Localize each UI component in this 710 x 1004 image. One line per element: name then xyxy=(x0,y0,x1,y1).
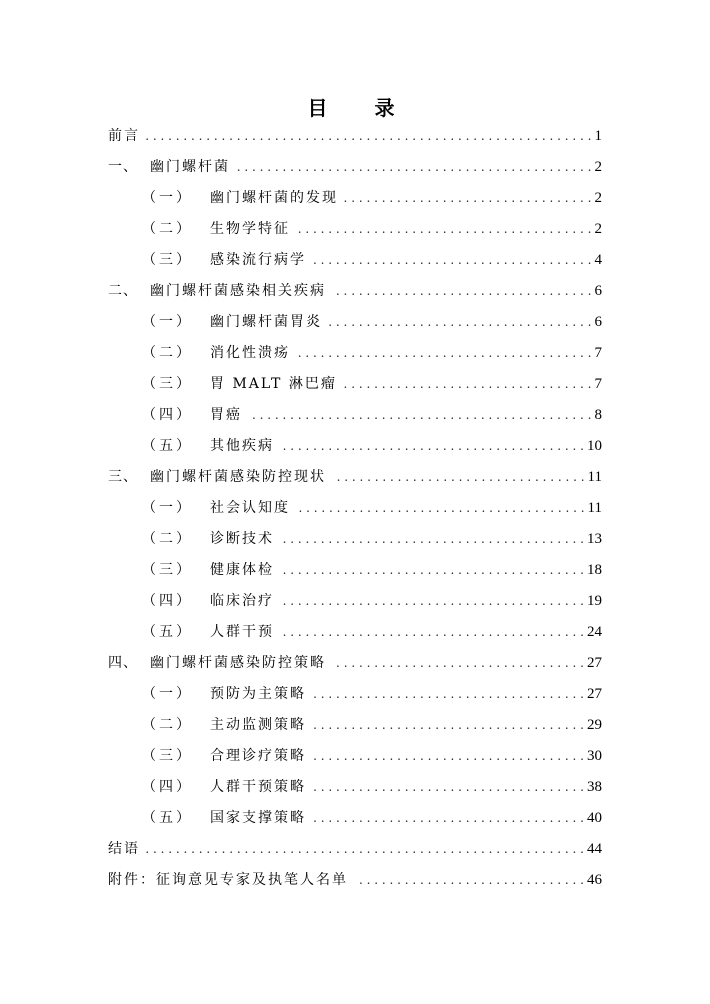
toc-entry-page-number: 4 xyxy=(594,252,602,268)
toc-entry-label: 幽门螺杆菌感染相关疾病 xyxy=(150,283,326,299)
toc-entry-page-number: 13 xyxy=(587,531,602,547)
toc-entry-page-number: 29 xyxy=(587,717,602,733)
toc-entry-label: 前言 xyxy=(108,128,140,144)
toc-entry-number: （四） xyxy=(142,779,193,795)
toc-entry-page-number: 27 xyxy=(587,655,602,671)
toc-entry[interactable] xyxy=(108,155,602,179)
toc-entry-label: 幽门螺杆菌的发现 xyxy=(210,190,338,206)
toc-subentry[interactable] xyxy=(142,527,602,551)
dot-leader xyxy=(280,620,584,644)
toc-entry-page-number: 18 xyxy=(587,562,602,578)
toc-subentry[interactable] xyxy=(142,434,602,458)
toc-entry-page-number: 30 xyxy=(587,748,602,764)
toc-entry-page-number: 11 xyxy=(587,500,602,516)
toc-entry-label: 主动监测策略 xyxy=(210,717,306,733)
toc-entry-label: 社会认知度 xyxy=(210,500,290,516)
dot-leader xyxy=(248,403,592,427)
toc-entry-page-number: 7 xyxy=(594,376,602,392)
toc-entry-number: （一） xyxy=(142,314,193,330)
toc-entry-page-number: 2 xyxy=(594,159,602,175)
dot-leader xyxy=(332,465,585,489)
toc-entry-page-number: 1 xyxy=(594,128,602,144)
dot-leader xyxy=(312,775,584,799)
toc-entry-number: （二） xyxy=(142,221,193,237)
toc-entry-number: 二、 xyxy=(108,283,138,299)
dot-leader xyxy=(312,682,584,706)
toc-entry-number: （五） xyxy=(142,810,193,826)
toc-entry-number: （五） xyxy=(142,624,193,640)
toc-entry-label: 其他疾病 xyxy=(210,438,274,454)
toc-entry-label: 国家支撑策略 xyxy=(210,810,306,826)
page-title: 目 录 xyxy=(307,96,415,120)
toc-entry-label: 幽门螺杆菌 xyxy=(150,159,230,175)
toc-entry-number: （二） xyxy=(142,717,193,733)
toc-entry-number: （一） xyxy=(142,190,193,206)
toc-entry-number: （三） xyxy=(142,252,193,268)
toc-entry-number: （五） xyxy=(142,438,193,454)
dot-leader xyxy=(312,744,584,768)
toc-entry[interactable] xyxy=(108,651,602,675)
toc-entry-number: 三、 xyxy=(108,469,138,485)
toc-entry-page-number: 40 xyxy=(587,810,602,826)
toc-entry-label: 附件：征询意见专家及执笔人名单 xyxy=(108,872,348,888)
toc-entry-page-number: 2 xyxy=(594,190,602,206)
toc-entry-page-number: 19 xyxy=(587,593,602,609)
toc-entry-number: 一、 xyxy=(108,159,138,175)
dot-leader xyxy=(146,124,592,148)
dot-leader xyxy=(354,868,584,892)
toc-entry-page-number: 7 xyxy=(594,345,602,361)
dot-leader xyxy=(332,651,584,675)
toc-entry-number: （三） xyxy=(142,562,193,578)
toc-entry-label: 预防为主策略 xyxy=(210,686,306,702)
toc-entry-number: 四、 xyxy=(108,655,138,671)
toc-entry-label: 胃 MALT 淋巴瘤 xyxy=(210,376,337,392)
toc-entry-page-number: 6 xyxy=(594,283,602,299)
toc-entry[interactable] xyxy=(108,124,602,148)
toc-entry-number: （四） xyxy=(142,593,193,609)
toc-entry-label: 幽门螺杆菌感染防控现状 xyxy=(150,469,326,485)
toc-entry-number: （四） xyxy=(142,407,193,423)
toc-subentry[interactable] xyxy=(142,496,602,520)
toc-entry-label: 结语 xyxy=(108,841,140,857)
toc-entry-page-number: 44 xyxy=(587,841,602,857)
toc-entry[interactable] xyxy=(108,279,602,303)
toc-entry-label: 消化性溃疡 xyxy=(210,345,290,361)
toc-entry-page-number: 11 xyxy=(587,469,602,485)
toc-entry-label: 人群干预策略 xyxy=(210,779,306,795)
toc-entry-label: 合理诊疗策略 xyxy=(210,748,306,764)
toc-subentry[interactable] xyxy=(142,341,602,365)
toc-entry-label: 幽门螺杆菌胃炎 xyxy=(210,314,322,330)
dot-leader xyxy=(296,341,592,365)
toc-entry-page-number: 6 xyxy=(594,314,602,330)
toc-subentry[interactable] xyxy=(142,558,602,582)
dot-leader xyxy=(332,279,592,303)
toc-subentry[interactable] xyxy=(142,775,602,799)
toc-entry-label: 临床治疗 xyxy=(210,593,274,609)
toc-subentry[interactable] xyxy=(142,310,602,334)
dot-leader xyxy=(328,310,592,334)
toc-entry-label: 胃癌 xyxy=(210,407,242,423)
toc-entry-label: 人群干预 xyxy=(210,624,274,640)
toc-entry-page-number: 2 xyxy=(594,221,602,237)
dot-leader xyxy=(280,589,584,613)
toc-subentry[interactable] xyxy=(142,713,602,737)
toc-subentry[interactable] xyxy=(142,217,602,241)
toc-subentry[interactable] xyxy=(142,403,602,427)
toc-entry-page-number: 24 xyxy=(587,624,602,640)
toc-entry-page-number: 27 xyxy=(587,686,602,702)
toc-entry[interactable] xyxy=(108,868,602,892)
toc-entry-label: 幽门螺杆菌感染防控策略 xyxy=(150,655,326,671)
toc-entry-number: （一） xyxy=(142,500,193,516)
toc-subentry[interactable] xyxy=(142,186,602,210)
toc-entry-label: 感染流行病学 xyxy=(210,252,306,268)
toc-entry-page-number: 8 xyxy=(594,407,602,423)
dot-leader xyxy=(146,837,584,861)
toc-entry-number: （三） xyxy=(142,376,193,392)
dot-leader xyxy=(343,372,592,396)
dot-leader xyxy=(296,496,585,520)
toc-entry-page-number: 10 xyxy=(587,438,602,454)
toc-subentry[interactable] xyxy=(142,682,602,706)
toc-entry-page-number: 46 xyxy=(587,872,602,888)
dot-leader xyxy=(312,248,592,272)
dot-leader xyxy=(296,217,592,241)
toc-entry-number: （二） xyxy=(142,345,193,361)
toc-entry-number: （一） xyxy=(142,686,193,702)
toc-subentry[interactable] xyxy=(142,589,602,613)
toc-entry-page-number: 38 xyxy=(587,779,602,795)
dot-leader xyxy=(312,806,584,830)
toc-entry-label: 诊断技术 xyxy=(210,531,274,547)
dot-leader xyxy=(344,186,592,210)
dot-leader xyxy=(280,434,584,458)
toc-subentry[interactable] xyxy=(142,248,602,272)
dot-leader xyxy=(312,713,584,737)
dot-leader xyxy=(280,558,584,582)
toc-entry-number: （二） xyxy=(142,531,193,547)
toc-entry-label: 生物学特征 xyxy=(210,221,290,237)
toc-subentry[interactable] xyxy=(142,620,602,644)
dot-leader xyxy=(236,155,592,179)
toc-entry-number: （三） xyxy=(142,748,193,764)
toc-subentry[interactable] xyxy=(142,806,602,830)
toc-subentry[interactable] xyxy=(142,744,602,768)
toc-entry[interactable] xyxy=(108,465,602,489)
toc-entry-label: 健康体检 xyxy=(210,562,274,578)
toc-entry[interactable] xyxy=(108,837,602,861)
dot-leader xyxy=(280,527,584,551)
toc-subentry[interactable] xyxy=(142,372,602,396)
